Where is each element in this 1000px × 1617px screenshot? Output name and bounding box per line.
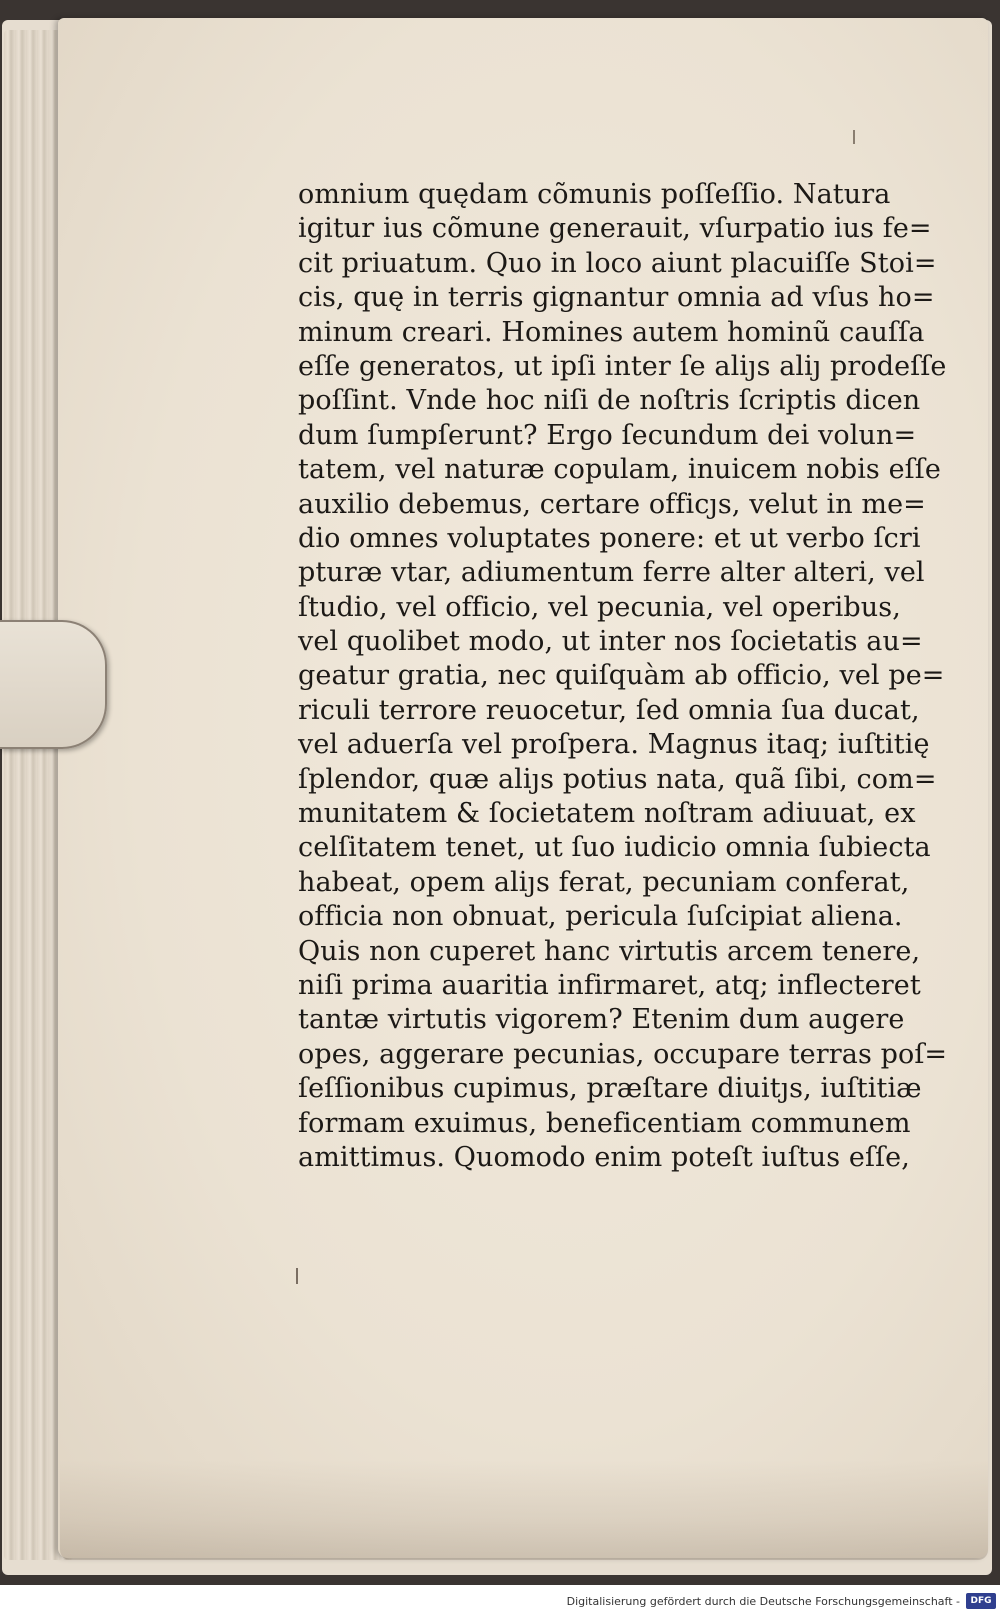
text-line: officia non obnuat, pericula ſuſcipiat aliena. bbox=[298, 901, 903, 933]
text-line: cit priuatum. Quo in loco aiunt placuiſſe Stoi= bbox=[298, 247, 937, 279]
text-line: opes, aggerare pecunias, occupare terras poſ= bbox=[298, 1038, 948, 1070]
page-text-block bbox=[298, 178, 948, 1175]
text-line: vel quolibet modo, ut inter nos ſocietatis au= bbox=[298, 626, 923, 658]
text-line: celſitatem tenet, ut ſuo iudicio omnia ſubiecta bbox=[298, 832, 931, 864]
book-clasp bbox=[0, 620, 107, 749]
text-line: munitatem & ſocietatem noſtram adiuuat, ex bbox=[298, 798, 916, 830]
text-line: geatur gratia, nec quiſquàm ab officio, vel pe= bbox=[298, 660, 945, 692]
text-line: riculi terrore reuocetur, ſed omnia ſua ducat, bbox=[298, 694, 920, 726]
page-bottom-shadow bbox=[60, 1460, 988, 1560]
text-line: poſſint. Vnde hoc niſi de noſtris ſcriptis dicen bbox=[298, 385, 921, 417]
text-line: igitur ius cõmune generauit, vſurpatio ius fe= bbox=[298, 213, 932, 245]
text-line: cis, quę in terris gignantur omnia ad vſus ho= bbox=[298, 282, 935, 314]
text-line: vel aduerſa vel proſpera. Magnus itaq; iuſtitię bbox=[298, 729, 930, 761]
text-line: ſeſſionibus cupimus, præſtare diuitȷs, iuſtitiæ bbox=[298, 1073, 922, 1105]
text-line: Quis non cuperet hanc virtutis arcem tenere, bbox=[298, 935, 921, 967]
text-line: dio omnes voluptates ponere: et ut verbo ſcri bbox=[298, 522, 921, 554]
text-line: pturæ vtar, adiumentum ferre alter alteri, vel bbox=[298, 557, 925, 589]
footer-bar bbox=[0, 1588, 1000, 1617]
text-line: formam exuimus, beneficentiam communem bbox=[298, 1107, 911, 1139]
dfg-logo: DFG bbox=[966, 1593, 996, 1609]
text-line: niſi prima auaritia infirmaret, atq; inflecteret bbox=[298, 969, 921, 1001]
text-line: dum ſumpſerunt? Ergo ſecundum dei volun= bbox=[298, 419, 917, 451]
text-line: amittimus. Quomodo enim poteſt iuſtus eſſe, bbox=[298, 1141, 910, 1173]
text-line: omnium quędam cõmunis poſſeſſio. Natura bbox=[298, 179, 891, 210]
text-line: eſſe generatos, ut ipſi inter ſe aliȷs aliȷ prodeſſe bbox=[298, 350, 947, 382]
paper-mark-bottom bbox=[296, 1268, 298, 1284]
text-line: ſplendor, quæ aliȷs potius nata, quã ſibi, com= bbox=[298, 763, 937, 795]
text-line: ſtudio, vel officio, vel pecunia, vel operibus, bbox=[298, 591, 901, 623]
funding-credit: Digitalisierung gefördert durch die Deutsche Forschungsgemeinschaft - bbox=[566, 1595, 960, 1608]
text-line: tantæ virtutis vigorem? Etenim dum augere bbox=[298, 1004, 905, 1036]
text-line: minum creari. Homines autem hominũ cauſſa bbox=[298, 316, 925, 348]
text-line: auxilio debemus, certare officȷs, velut in me= bbox=[298, 488, 926, 520]
paper-mark-top bbox=[853, 130, 855, 144]
text-line: tatem, vel naturæ copulam, inuicem nobis eſſe bbox=[298, 454, 941, 486]
text-line: habeat, opem aliȷs ferat, pecuniam conferat, bbox=[298, 866, 910, 898]
